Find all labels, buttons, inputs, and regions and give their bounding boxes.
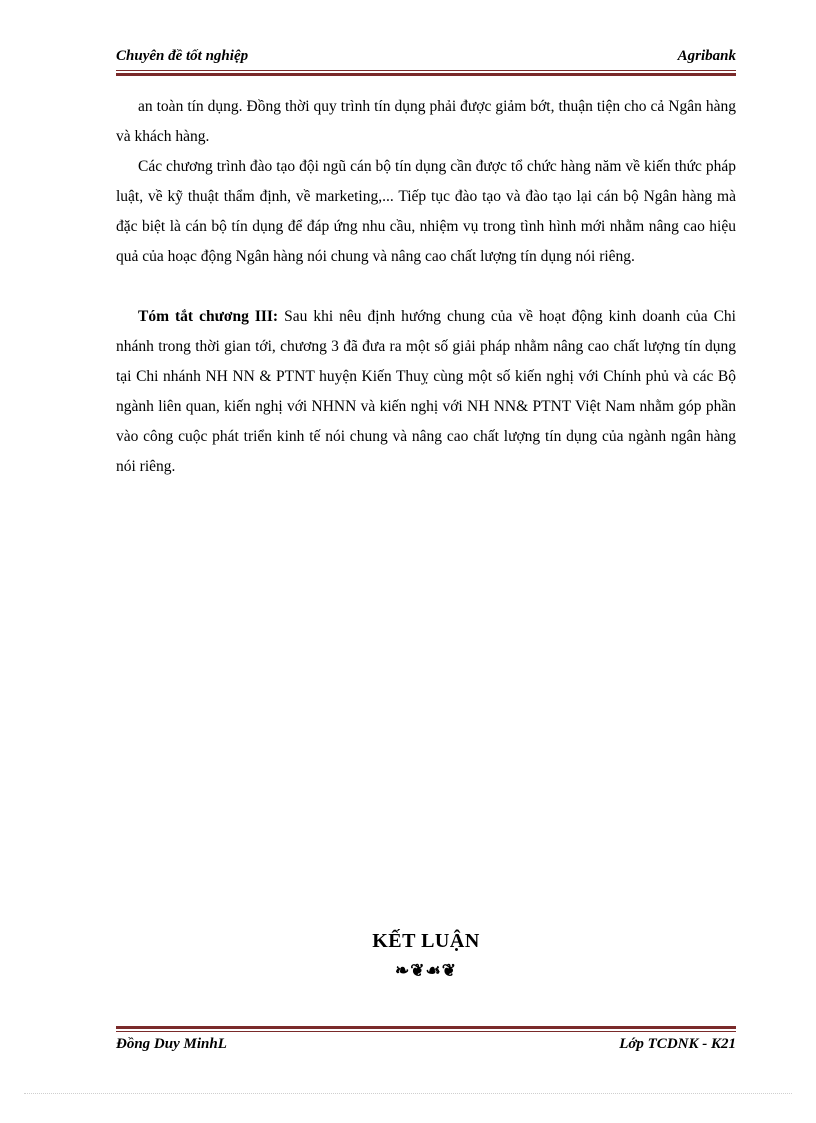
summary-text: Sau khi nêu định hướng chung của về hoạt động kinh doanh của Chi nhánh trong thời gian tới, chương 3 đã đưa ra một số giải pháp nhằm nâng cao chất lượng tín dụng tại Chi nhánh NH NN & PTNT huyện Kiến Thuỵ cùng một số kiến nghị với Chính phủ và các Bộ ngành liên quan, kiến nghị với NHNN và kiến nghị với NH NN& PTNT Việt Nam nhằm góp phần vào công cuộc phát triển kinh tế nói chung và nâng cao chất lượng tín dụng của ngành ngân hàng nói riêng. [116, 308, 736, 475]
header-divider [116, 70, 736, 76]
page-footer [116, 1036, 736, 1058]
header-title: Chuyên đề tốt nghiệp [116, 48, 249, 64]
footer-class: Lớp TCDNK - K21 [619, 1036, 736, 1052]
chapter-summary [116, 302, 736, 482]
paragraph-training: Các chương trình đào tạo đội ngũ cán bộ tín dụng cần được tổ chức hàng năm về kiến thức pháp luật, về kỹ thuật thẩm định, về marketing,... Tiếp tục đào tạo và đào tạo lại cán bộ Ngân hàng mà đặc biệt là cán bộ tín dụng để đáp ứng nhu cầu, nhiệm vụ trong tình hình mới nhằm nâng cao hiệu quả của hoạc động Ngân hàng nói chung và nâng cao chất lượng tín dụng nói riêng. [116, 158, 736, 265]
page-boundary [24, 1093, 792, 1094]
document-body [116, 92, 736, 482]
footer-divider [116, 1026, 736, 1032]
ornament-divider: ❧❦☙❦ [395, 961, 457, 980]
summary-label: Tóm tắt chương III: [138, 308, 279, 325]
conclusion-title: KẾT LUẬN [372, 930, 480, 952]
header-brand: Agribank [677, 48, 736, 64]
paragraph-continuation: an toàn tín dụng. Đồng thời quy trình tín dụng phải được giảm bớt, thuận tiện cho cả Ngân hàng và khách hàng. [116, 98, 736, 145]
conclusion-heading-block [116, 930, 736, 981]
footer-author: Đồng Duy MinhL [116, 1036, 227, 1052]
page-header [116, 48, 736, 70]
